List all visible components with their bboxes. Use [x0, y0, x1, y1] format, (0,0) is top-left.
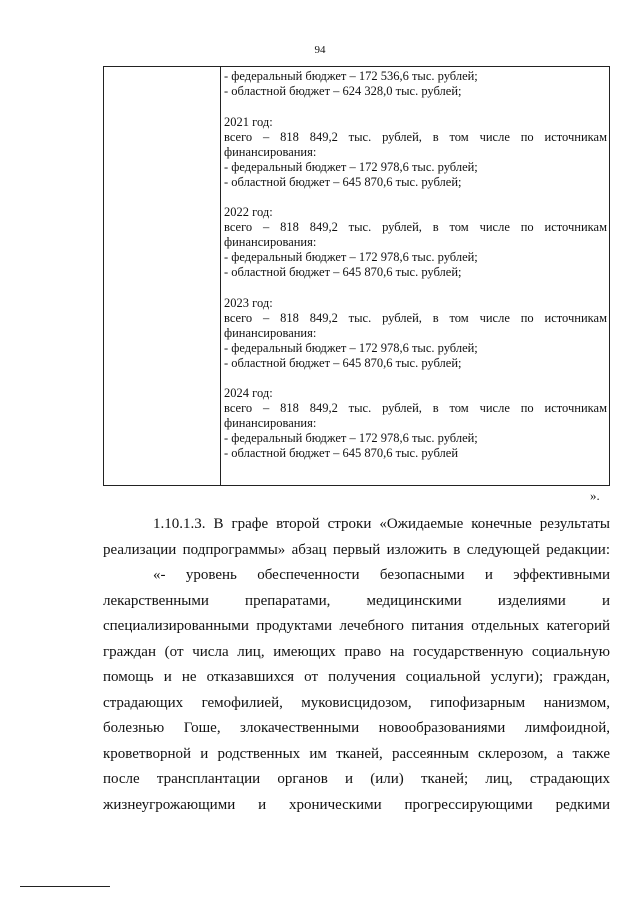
- table-line: всего – 818 849,2 тыс. рублей, в том числе по источникам: [224, 310, 607, 325]
- table-gap: [224, 280, 607, 296]
- table-line: всего – 818 849,2 тыс. рублей, в том числе по источникам: [224, 220, 607, 234]
- table-gap: [224, 99, 607, 115]
- footer-rule: [20, 886, 110, 887]
- financing-table: [103, 66, 610, 486]
- table-right-cell: [224, 69, 607, 461]
- table-line: 2021 год:: [224, 114, 273, 129]
- table-line: финансирования:: [224, 416, 317, 430]
- table-left-cell: [104, 66, 221, 485]
- table-line: всего – 818 849,2 тыс. рублей, в том числе по источникам: [224, 129, 607, 144]
- body-line: кроветворной и родственных им тканей, рассеянным склерозом, а также: [103, 745, 610, 762]
- body-line: страдающих гемофилией, муковисцидозом, гипофизарным нанизмом,: [103, 694, 610, 711]
- table-line: - областной бюджет – 645 870,6 тыс. рублей;: [224, 355, 462, 370]
- body-line: жизнеугрожающими и хроническими прогрессирующими редкими: [103, 796, 610, 813]
- table-line: - федеральный бюджет – 172 536,6 тыс. рублей;: [224, 69, 478, 83]
- table-line: - федеральный бюджет – 172 978,6 тыс. рублей;: [224, 431, 478, 445]
- body-line: «- уровень обеспеченности безопасными и эффективными: [153, 567, 610, 583]
- table-line: финансирования:: [224, 325, 317, 340]
- body-line: лекарственными препаратами, медицинскими изделиями и: [103, 592, 610, 609]
- table-line: финансирования:: [224, 235, 317, 249]
- table-line: - федеральный бюджет – 172 978,6 тыс. рублей;: [224, 340, 478, 355]
- table-line: финансирования:: [224, 144, 317, 159]
- table-line: - федеральный бюджет – 172 978,6 тыс. рублей;: [224, 159, 478, 174]
- closing-quote: ».: [590, 488, 600, 503]
- amendment-text: [103, 512, 610, 818]
- table-gap: [224, 371, 607, 387]
- table-line: 2023 год:: [224, 295, 273, 310]
- body-line: после трансплантации органов и (или) тканей; лиц, страдающих: [103, 771, 610, 787]
- body-line: граждан (от числа лиц, имеющих право на государственную социальную: [103, 643, 610, 660]
- body-line: болезнью Гоше, злокачественными новообразованиями лимфоидной,: [103, 720, 610, 736]
- table-line: - областной бюджет – 645 870,6 тыс. рублей;: [224, 265, 462, 279]
- body-line: реализации подпрограммы» абзац первый изложить в следующей редакции:: [103, 541, 610, 558]
- page-number: 94: [314, 44, 326, 56]
- table-line: - областной бюджет – 645 870,6 тыс. рублей;: [224, 174, 462, 189]
- table-line: - областной бюджет – 645 870,6 тыс. рублей: [224, 446, 459, 460]
- table-gap: [224, 190, 607, 206]
- table-line: - федеральный бюджет – 172 978,6 тыс. рублей;: [224, 250, 478, 264]
- body-line: 1.10.1.3. В графе второй строки «Ожидаемые конечные результаты: [153, 516, 610, 532]
- body-line: специализированными продуктами лечебного питания отдельных категорий: [103, 618, 610, 634]
- table-line: - областной бюджет – 624 328,0 тыс. рублей;: [224, 84, 462, 98]
- table-line: 2022 год:: [224, 205, 273, 219]
- table-line: всего – 818 849,2 тыс. рублей, в том числе по источникам: [224, 401, 607, 415]
- body-line: помощь и не отказавшихся от получения социальной услуги); граждан,: [103, 669, 610, 685]
- table-line: 2024 год:: [224, 386, 273, 400]
